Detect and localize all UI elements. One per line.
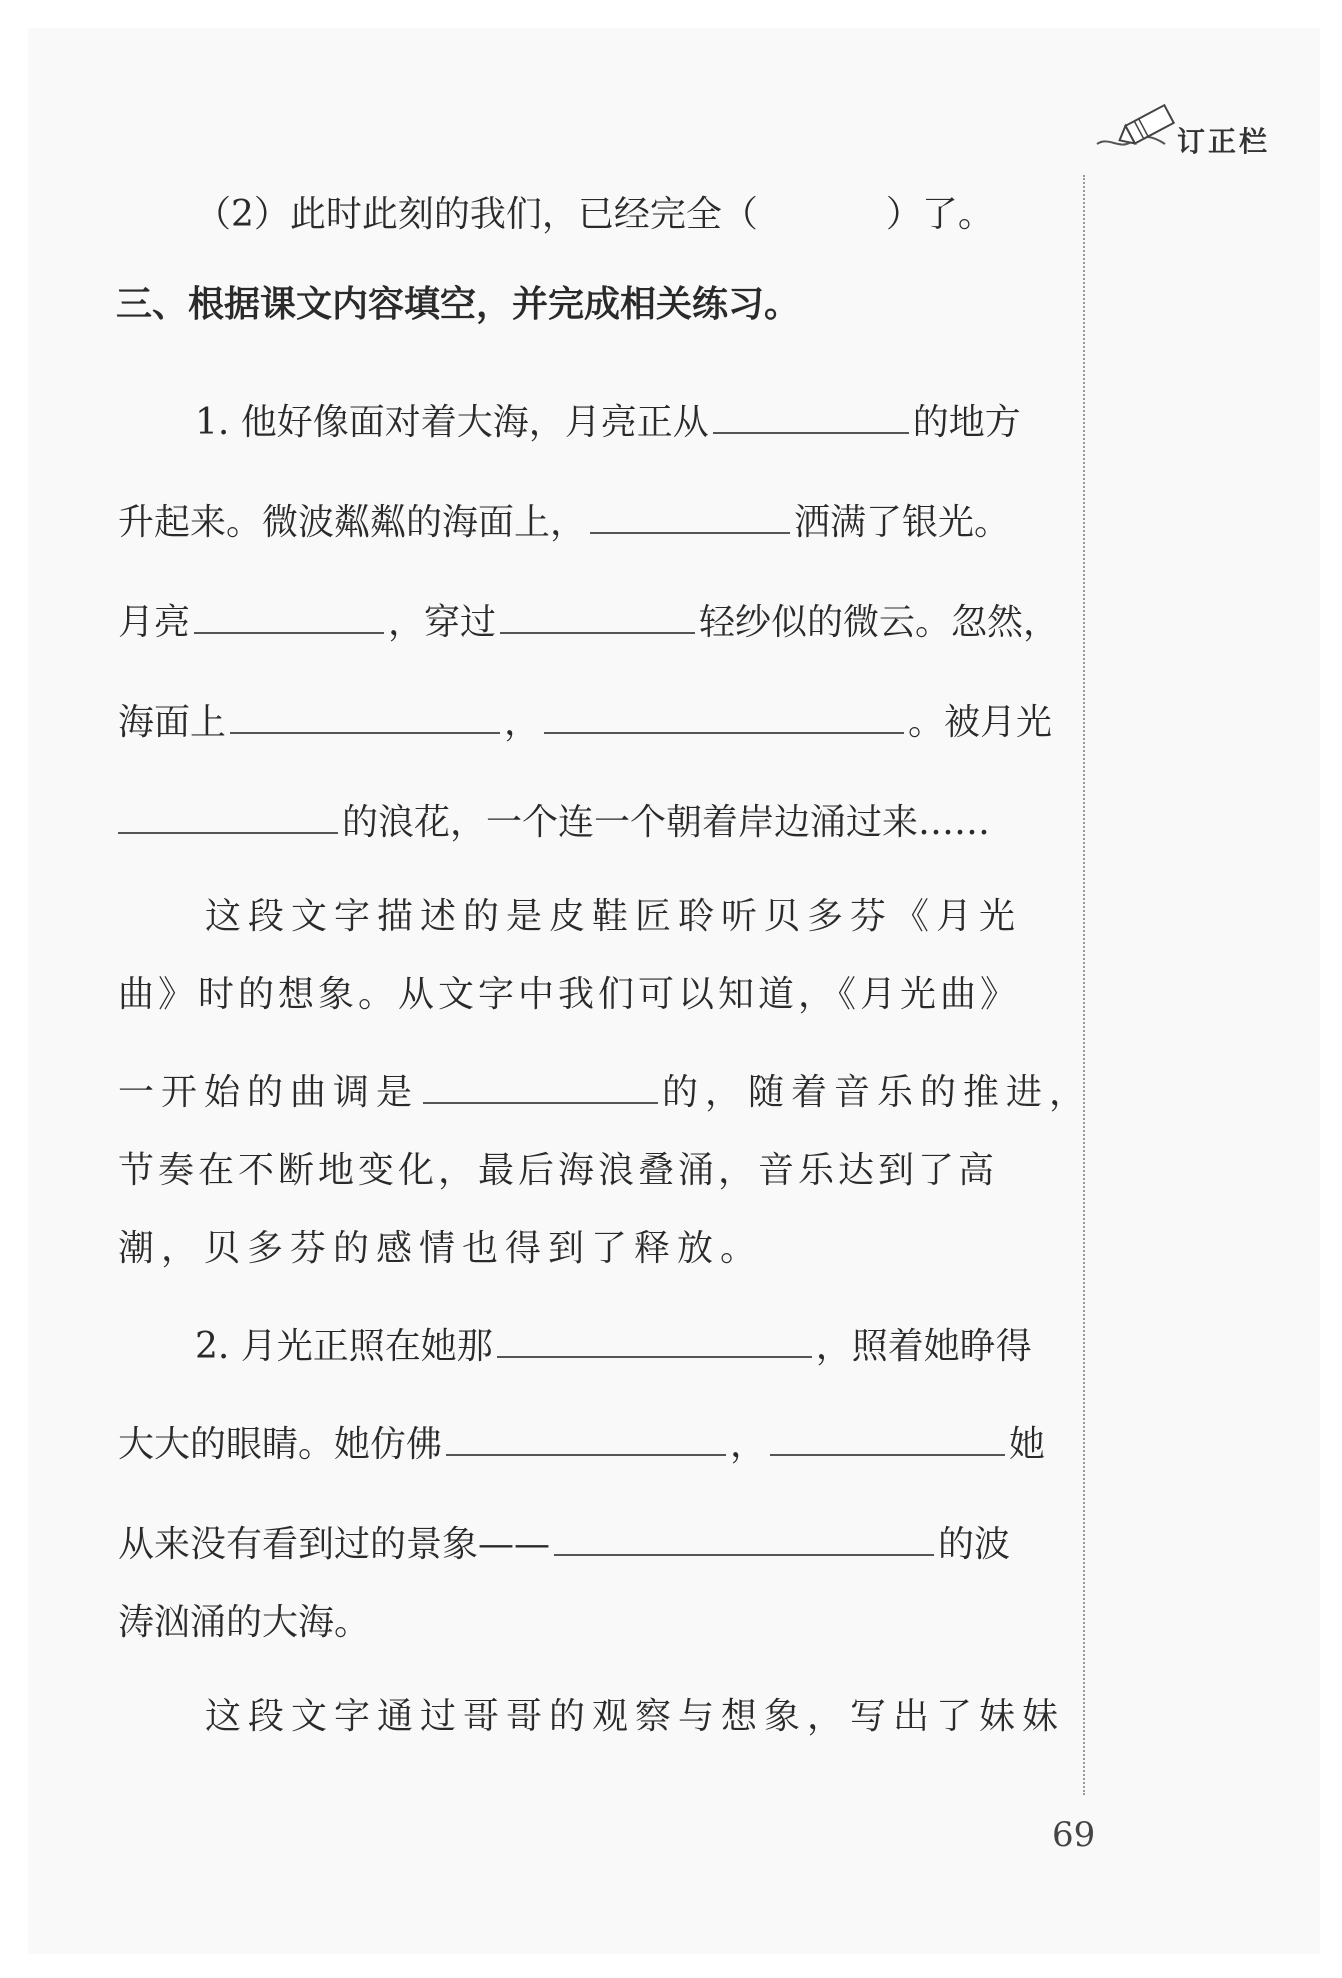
question-2-line bbox=[195, 190, 994, 240]
answer-blank[interactable] bbox=[554, 1520, 934, 1556]
text: ）了。 bbox=[885, 194, 994, 235]
correction-column-title: 订正栏 bbox=[1177, 125, 1271, 158]
text: 1. 他好像面对着大海，月亮正从 bbox=[195, 402, 709, 443]
passage-1-line-5 bbox=[118, 798, 990, 848]
text: 海面上 bbox=[118, 702, 227, 743]
page-number: 69 bbox=[1052, 1815, 1096, 1855]
passage-2-line-4: 涛汹涌的大海。 bbox=[118, 1602, 371, 1643]
answer-blank[interactable] bbox=[423, 1068, 658, 1104]
answer-blank[interactable] bbox=[590, 498, 790, 534]
pencil-icon bbox=[1095, 100, 1185, 160]
answer-blank[interactable] bbox=[770, 1420, 1005, 1456]
text: 的，随着音乐的推进， bbox=[662, 1072, 1093, 1113]
text: 从来没有看到过的景象—— bbox=[118, 1524, 551, 1565]
section-3-heading: 三、根据课文内容填空，并完成相关练习。 bbox=[116, 284, 801, 325]
commentary-1-line-4: 节奏在不断地变化，最后海浪叠涌，音乐达到了高 bbox=[118, 1150, 999, 1191]
text: 的浪花，一个连一个朝着岸边涌过来…… bbox=[342, 802, 991, 843]
text: 洒满了银光。 bbox=[794, 502, 1011, 543]
answer-blank[interactable] bbox=[713, 398, 909, 434]
commentary-1-line-1: 这段文字描述的是皮鞋匠聆听贝多芬《月光 bbox=[205, 896, 1023, 937]
commentary-1-line-3 bbox=[118, 1068, 1092, 1118]
passage-1-line-3 bbox=[118, 598, 1059, 648]
answer-blank[interactable] bbox=[497, 1322, 812, 1358]
passage-2-line-1 bbox=[195, 1322, 1032, 1372]
answer-blank[interactable] bbox=[446, 1420, 726, 1456]
text: 2. 月光正照在她那 bbox=[195, 1326, 493, 1367]
passage-2-line-2 bbox=[118, 1420, 1045, 1470]
text: 。被月光 bbox=[908, 702, 1053, 743]
answer-blank[interactable] bbox=[500, 598, 695, 634]
commentary-1-line-2: 曲》时的想象。从文字中我们可以知道，《月光曲》 bbox=[118, 974, 1021, 1015]
text: 升起来。微波粼粼的海面上， bbox=[118, 502, 587, 543]
text: 她 bbox=[1009, 1424, 1046, 1465]
commentary-1-line-5: 潮，贝多芬的感情也得到了释放。 bbox=[118, 1228, 764, 1269]
text: 大大的眼睛。她仿佛 bbox=[118, 1424, 443, 1465]
text: 轻纱似的微云。忽然， bbox=[699, 602, 1060, 643]
text: 的波 bbox=[938, 1524, 1011, 1565]
text: 的地方 bbox=[912, 402, 1021, 443]
passage-1-line-4 bbox=[118, 698, 1052, 748]
answer-blank[interactable] bbox=[762, 192, 882, 226]
answer-blank[interactable] bbox=[194, 598, 384, 634]
answer-blank[interactable] bbox=[118, 798, 338, 834]
correction-column-divider bbox=[1083, 175, 1085, 1795]
answer-blank[interactable] bbox=[544, 698, 904, 734]
text: ， bbox=[730, 1424, 767, 1465]
passage-1-line-1 bbox=[195, 398, 1021, 448]
text: ， bbox=[504, 702, 541, 743]
passage-2-line-3 bbox=[118, 1520, 1010, 1570]
text: 月亮 bbox=[118, 602, 191, 643]
text: ，穿过 bbox=[388, 602, 497, 643]
commentary-2-line-1: 这段文字通过哥哥的观察与想象，写出了妹妹 bbox=[205, 1696, 1066, 1737]
passage-1-line-2 bbox=[118, 498, 1010, 548]
text: 一开始的曲调是 bbox=[118, 1072, 420, 1113]
answer-blank[interactable] bbox=[230, 698, 500, 734]
text: ，照着她睁得 bbox=[815, 1326, 1032, 1367]
text: （2）此时此刻的我们，已经完全（ bbox=[195, 194, 758, 235]
